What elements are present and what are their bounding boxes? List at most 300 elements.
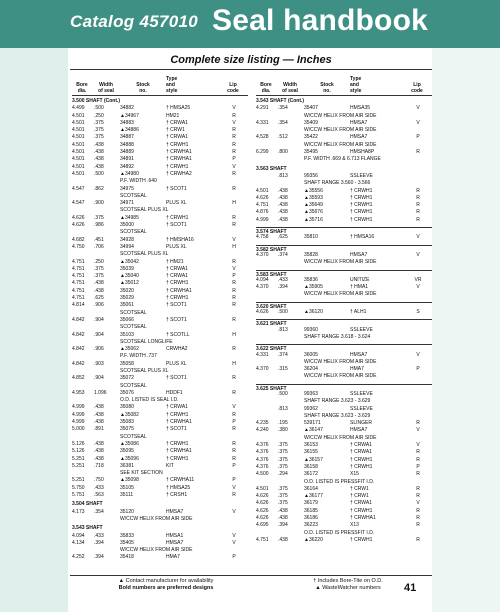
bore-dia: 4.499 bbox=[72, 105, 85, 112]
row-note: O.D. LISTED IS PRESSFIT I.D. bbox=[304, 478, 375, 485]
stock-no: 35095 bbox=[120, 448, 134, 455]
bore-dia: 4.626 bbox=[256, 194, 269, 201]
stock-no: 34889 bbox=[120, 149, 134, 156]
stock-no: ▲36147 bbox=[304, 427, 323, 434]
seal-width: .250 bbox=[94, 258, 104, 265]
lip-code: R bbox=[416, 471, 420, 478]
seal-row bbox=[72, 273, 248, 280]
seal-row bbox=[72, 463, 248, 470]
row-note: SEE KIT SECTION bbox=[120, 470, 163, 477]
stock-no: 34883 bbox=[120, 119, 134, 126]
row-note: SCOTSEAL bbox=[120, 309, 147, 316]
stock-no: 34887 bbox=[120, 134, 134, 141]
stock-no: 36185 bbox=[304, 507, 318, 514]
type-style: † CRWH1 bbox=[166, 141, 189, 148]
lip-code: V bbox=[232, 508, 236, 515]
stock-no: ▲36120 bbox=[304, 309, 323, 316]
seal-row bbox=[72, 105, 248, 112]
shaft-section-heading: 3.574 SHAFT bbox=[256, 227, 432, 234]
lip-code: P bbox=[416, 134, 420, 141]
col-lip-code: Lip code bbox=[227, 82, 239, 94]
shaft-section-heading: 3.504 SHAFT bbox=[72, 501, 103, 508]
type-style: † CRWH1 bbox=[166, 280, 189, 287]
seal-width: .438 bbox=[278, 187, 288, 194]
seal-width: .438 bbox=[94, 455, 104, 462]
lip-code: R bbox=[232, 346, 236, 353]
bore-dia: 5.251 bbox=[72, 455, 85, 462]
type-style: † CRWHA11 bbox=[166, 477, 195, 484]
shaft-section-heading: 3.500 SHAFT (Cont.) bbox=[72, 98, 121, 104]
bore-dia: 4.501 bbox=[72, 119, 85, 126]
bore-dia: 4.235 bbox=[256, 420, 269, 427]
seal-width: .500 bbox=[278, 309, 288, 316]
seal-width: .438 bbox=[94, 287, 104, 294]
seal-row bbox=[256, 120, 432, 127]
stock-no: 99360 bbox=[304, 326, 318, 333]
type-style: SSLEEVE bbox=[350, 405, 373, 412]
stock-no: 35495 bbox=[304, 149, 318, 156]
seal-width: .375 bbox=[94, 119, 104, 126]
seal-width: .375 bbox=[278, 449, 288, 456]
seal-width: .438 bbox=[94, 163, 104, 170]
seal-row bbox=[72, 295, 248, 302]
lip-code: R bbox=[232, 170, 236, 177]
lip-code: R bbox=[232, 440, 236, 447]
type-style: † SCOTLL bbox=[166, 331, 190, 338]
lip-code: V bbox=[232, 265, 236, 272]
shaft-section-heading: 3.582 SHAFT bbox=[256, 245, 432, 252]
shaft-section-heading: 3.563 SHAFT bbox=[256, 165, 287, 172]
seal-width: .438 bbox=[278, 209, 288, 216]
seal-width: .438 bbox=[278, 202, 288, 209]
seal-row bbox=[72, 441, 248, 448]
seal-width: .438 bbox=[278, 536, 288, 543]
seal-width: .438 bbox=[278, 216, 288, 223]
stock-no: 99362 bbox=[304, 405, 318, 412]
bore-dia: 4.751 bbox=[256, 536, 269, 543]
bore-dia: 4.370 bbox=[256, 284, 269, 291]
bore-dia: 4.999 bbox=[72, 404, 85, 411]
lip-code: R bbox=[416, 493, 420, 500]
stock-no: 36223 bbox=[304, 522, 318, 529]
lip-code: R bbox=[232, 280, 236, 287]
seal-row bbox=[72, 456, 248, 463]
bore-dia: 4.370 bbox=[256, 251, 269, 258]
type-style: PLUS XL bbox=[166, 243, 187, 250]
seal-row bbox=[72, 259, 248, 266]
bore-dia: 5.251 bbox=[72, 477, 85, 484]
seal-row bbox=[72, 485, 248, 492]
stock-no: ▲36177 bbox=[304, 493, 323, 500]
type-style: † CRWHA1 bbox=[166, 156, 192, 163]
bore-dia: 4.626 bbox=[256, 515, 269, 522]
seal-width: .903 bbox=[94, 360, 104, 367]
type-style: HMSA35 bbox=[350, 105, 371, 112]
seal-width: .433 bbox=[278, 276, 288, 283]
seal-row bbox=[256, 195, 432, 202]
bore-dia: 4.547 bbox=[72, 200, 85, 207]
stock-no: 35000 bbox=[120, 222, 134, 229]
stock-no: ▲35062 bbox=[120, 346, 139, 353]
lip-code: V bbox=[232, 119, 236, 126]
lip-code: V bbox=[232, 484, 236, 491]
stock-no: ▲35716 bbox=[304, 216, 323, 223]
bore-dia: 4.751 bbox=[256, 202, 269, 209]
type-style: † CRWHA1 bbox=[166, 287, 192, 294]
lip-code: H bbox=[232, 360, 236, 367]
seal-row bbox=[72, 533, 248, 540]
type-style: † SCOT1 bbox=[166, 302, 187, 309]
seal-width: .813 bbox=[278, 405, 288, 412]
shaft-section-heading: 3.543 SHAFT bbox=[72, 525, 103, 532]
row-note: SCOTSEAL bbox=[120, 324, 147, 331]
bore-dia: 5.251 bbox=[72, 462, 85, 469]
lip-code: V bbox=[416, 427, 420, 434]
catalog-number: Catalog 457010 bbox=[70, 12, 198, 31]
type-style: X13 bbox=[350, 522, 359, 529]
seal-width: .862 bbox=[94, 185, 104, 192]
left-margin-strip bbox=[0, 48, 68, 612]
stock-no: ▲34980 bbox=[120, 170, 139, 177]
footer-rule bbox=[70, 575, 432, 576]
lip-code: R bbox=[232, 389, 236, 396]
type-style: † CRWH1 bbox=[166, 455, 189, 462]
seal-width: .451 bbox=[94, 236, 104, 243]
seal-row bbox=[72, 492, 248, 499]
availability-note: ▲ Contact manufacturer for availability bbox=[118, 578, 214, 584]
stock-no: 34891 bbox=[120, 156, 134, 163]
type-style: † HMSA16 bbox=[350, 234, 375, 241]
bore-dia: 4.626 bbox=[256, 309, 269, 316]
row-note: SHAFT RANGE 3.618 - 3.624 bbox=[304, 333, 371, 340]
row-note: SCOTSEAL bbox=[120, 192, 147, 199]
stock-no: 34994 bbox=[120, 243, 134, 250]
lip-code: V bbox=[416, 105, 420, 112]
lip-code: V bbox=[416, 351, 420, 358]
lip-code: V bbox=[416, 284, 420, 291]
seal-width: .375 bbox=[94, 127, 104, 134]
seal-width: .500 bbox=[94, 105, 104, 112]
lip-code: R bbox=[232, 302, 236, 309]
bore-dia: 4.626 bbox=[256, 507, 269, 514]
bore-dia: 4.953 bbox=[72, 389, 85, 396]
seal-row bbox=[256, 149, 432, 156]
lip-code: R bbox=[232, 258, 236, 265]
seal-width: .625 bbox=[278, 234, 288, 241]
column-header bbox=[256, 72, 432, 96]
row-note: SCOTSEAL bbox=[120, 229, 147, 236]
type-style: HMA7 bbox=[350, 366, 364, 373]
left-listing-column bbox=[72, 72, 248, 562]
seal-row bbox=[72, 375, 248, 382]
stock-no: ▲34886 bbox=[120, 127, 139, 134]
bore-dia: 5.750 bbox=[72, 484, 85, 491]
type-style: † CRWA1 bbox=[166, 265, 188, 272]
seal-width: .354 bbox=[94, 508, 104, 515]
lip-code: H bbox=[232, 200, 236, 207]
col-bore-dia: Bore dia. bbox=[260, 82, 272, 94]
type-style: † CRWH1 bbox=[350, 202, 373, 209]
stock-no: ▲35012 bbox=[120, 280, 139, 287]
lip-code: P bbox=[232, 477, 236, 484]
seal-row bbox=[256, 449, 432, 456]
seal-width: .438 bbox=[94, 404, 104, 411]
seal-row bbox=[72, 288, 248, 295]
seal-width: .380 bbox=[278, 427, 288, 434]
type-style: X15 bbox=[350, 471, 359, 478]
col-width: Width of seal bbox=[98, 82, 114, 94]
type-style: † CRW1 bbox=[350, 493, 369, 500]
bore-dia: 4.842 bbox=[72, 331, 85, 338]
shaft-section-heading: 3.621 SHAFT bbox=[256, 319, 432, 326]
seal-width: .250 bbox=[94, 112, 104, 119]
stock-no: ▲34985 bbox=[120, 214, 139, 221]
bore-dia: 4.501 bbox=[72, 112, 85, 119]
stock-no: 34882 bbox=[120, 105, 134, 112]
seal-width: .500 bbox=[94, 170, 104, 177]
seal-width: .394 bbox=[94, 539, 104, 546]
shaft-section-heading: 3.620 SHAFT bbox=[256, 302, 432, 309]
seal-row bbox=[72, 412, 248, 419]
bore-dia: 4.501 bbox=[72, 163, 85, 170]
type-style: † ALH1 bbox=[350, 309, 367, 316]
seal-width: .375 bbox=[94, 265, 104, 272]
bore-dia: 4.376 bbox=[256, 449, 269, 456]
bore-dia: 4.094 bbox=[72, 532, 85, 539]
seal-width: .906 bbox=[94, 302, 104, 309]
bore-dia: 4.376 bbox=[256, 456, 269, 463]
seal-row bbox=[72, 186, 248, 193]
stock-no: 35422 bbox=[304, 134, 318, 141]
type-style: HMSA7 bbox=[350, 251, 368, 258]
type-style: HMSHA8P bbox=[350, 149, 375, 156]
seal-row bbox=[256, 420, 432, 427]
stock-no: 35111 bbox=[120, 492, 134, 499]
col-type-style: Type and style bbox=[350, 76, 362, 94]
stock-no: 35103 bbox=[120, 331, 134, 338]
lip-code: VR bbox=[414, 276, 422, 283]
row-note: W/CCW HELIX FROM AIR SIDE bbox=[304, 434, 377, 441]
type-style: CRWHA2 bbox=[166, 346, 188, 353]
bore-dia: 4.751 bbox=[72, 273, 85, 280]
lip-code: R bbox=[416, 420, 420, 427]
page-number: 41 bbox=[404, 582, 417, 594]
column-header bbox=[72, 72, 248, 96]
seal-row bbox=[72, 332, 248, 339]
stock-no: 35418 bbox=[120, 554, 134, 561]
bore-dia: 4.134 bbox=[72, 539, 85, 546]
stock-no: 35020 bbox=[120, 287, 134, 294]
seal-row bbox=[72, 317, 248, 324]
seal-width: .375 bbox=[94, 214, 104, 221]
stock-no: ▲35082 bbox=[120, 411, 139, 418]
type-style: † HMSA25 bbox=[166, 484, 191, 491]
bore-dia: 4.331 bbox=[256, 351, 269, 358]
type-style: HDDF1 bbox=[166, 389, 183, 396]
seal-width: .375 bbox=[94, 134, 104, 141]
seal-width: .904 bbox=[94, 375, 104, 382]
bore-dia: 4.501 bbox=[256, 485, 269, 492]
seal-row bbox=[256, 327, 432, 334]
type-style: † CRW1 bbox=[166, 127, 185, 134]
bore-dia: 4.626 bbox=[256, 493, 269, 500]
bore-dia: 5.751 bbox=[72, 492, 85, 499]
type-style: HM21 bbox=[166, 112, 180, 119]
lip-code: R bbox=[232, 411, 236, 418]
seal-row bbox=[72, 134, 248, 141]
stock-no: 35039 bbox=[120, 265, 134, 272]
seal-width: .374 bbox=[278, 251, 288, 258]
bore-dia: 4.252 bbox=[72, 554, 85, 561]
type-style: † CRWH1 bbox=[350, 456, 373, 463]
lip-code: V bbox=[232, 236, 236, 243]
seal-width: .438 bbox=[94, 280, 104, 287]
seal-width: .438 bbox=[278, 507, 288, 514]
col-stock-no: Stock no. bbox=[320, 82, 334, 94]
seal-row bbox=[72, 127, 248, 134]
type-style: † CRWH1 bbox=[166, 214, 189, 221]
lip-code: R bbox=[232, 375, 236, 382]
lip-code: R bbox=[232, 185, 236, 192]
bore-dia: 4.528 bbox=[256, 134, 269, 141]
seal-width: .375 bbox=[278, 456, 288, 463]
seal-row bbox=[256, 309, 432, 316]
lip-code: V bbox=[232, 105, 236, 112]
seal-width: .394 bbox=[278, 522, 288, 529]
type-style: SSLEEVE bbox=[350, 326, 373, 333]
seal-width: .375 bbox=[278, 442, 288, 449]
lip-code: R bbox=[232, 214, 236, 221]
seal-row bbox=[256, 493, 432, 500]
seal-row bbox=[72, 113, 248, 120]
type-style: HMSA7 bbox=[350, 119, 368, 126]
lip-code: R bbox=[416, 202, 420, 209]
bore-dia: 5.000 bbox=[72, 426, 85, 433]
lip-code: V bbox=[416, 251, 420, 258]
bore-dia: 4.751 bbox=[72, 280, 85, 287]
row-note: SHAFT RANGE 3.623 - 3.629 bbox=[304, 398, 371, 405]
lip-code: R bbox=[416, 522, 420, 529]
bore-dia: 4.852 bbox=[72, 375, 85, 382]
row-note: W/CCW HELIX FROM AIR SIDE bbox=[120, 547, 193, 554]
seal-row bbox=[72, 120, 248, 127]
lip-code: P bbox=[232, 273, 236, 280]
row-note: W/CCW HELIX FROM AIR SIDE bbox=[304, 373, 377, 380]
type-style: † HMSA25 bbox=[166, 105, 191, 112]
type-style: † SCOT1 bbox=[166, 316, 187, 323]
bore-dia: 4.501 bbox=[72, 141, 85, 148]
seal-width: .375 bbox=[278, 493, 288, 500]
type-style: † CRW1 bbox=[350, 485, 369, 492]
lip-code: R bbox=[416, 485, 420, 492]
lip-code: R bbox=[232, 455, 236, 462]
bore-dia: 4.999 bbox=[72, 419, 85, 426]
stock-no: 35072 bbox=[120, 375, 134, 382]
lip-code: S bbox=[416, 309, 420, 316]
right-margin-strip bbox=[432, 48, 500, 612]
bore-dia: 4.501 bbox=[72, 149, 85, 156]
seal-width: .375 bbox=[278, 500, 288, 507]
seal-row bbox=[256, 427, 432, 434]
footer-legend-right bbox=[288, 578, 408, 592]
seal-row bbox=[256, 105, 432, 112]
type-style: SSLEEVE bbox=[350, 390, 373, 397]
seal-width: .438 bbox=[94, 440, 104, 447]
bore-dia: 4.842 bbox=[72, 360, 85, 367]
footer-legend-left bbox=[96, 578, 236, 592]
seal-width: .512 bbox=[278, 134, 288, 141]
seal-row bbox=[72, 346, 248, 353]
stock-no: ▲35905 bbox=[304, 284, 323, 291]
seal-row bbox=[256, 471, 432, 478]
seal-width: .438 bbox=[94, 448, 104, 455]
seal-width: .375 bbox=[278, 485, 288, 492]
stock-no: 35407 bbox=[304, 105, 318, 112]
row-note: O.D. LISTED IS PRESSFIT I.D. bbox=[304, 529, 375, 536]
boretite-note: † Includes Bore-Tite on O.D. bbox=[313, 578, 383, 584]
seal-width: .438 bbox=[94, 419, 104, 426]
seal-width: .374 bbox=[278, 351, 288, 358]
seal-row bbox=[72, 244, 248, 251]
seal-row bbox=[72, 200, 248, 207]
stock-no: 35083 bbox=[120, 419, 134, 426]
seal-width: .438 bbox=[94, 156, 104, 163]
bore-dia: 4.695 bbox=[256, 522, 269, 529]
lip-code: V bbox=[416, 500, 420, 507]
stock-no: 99363 bbox=[304, 390, 318, 397]
seal-row bbox=[256, 515, 432, 522]
seal-width: .394 bbox=[278, 284, 288, 291]
seal-width: .433 bbox=[94, 532, 104, 539]
type-style: † SCOT1 bbox=[166, 185, 187, 192]
stock-no: 35066 bbox=[120, 316, 134, 323]
lip-code: R bbox=[416, 187, 420, 194]
bore-dia: 4.501 bbox=[72, 127, 85, 134]
stock-no: ▲35676 bbox=[304, 209, 323, 216]
type-style: † CRWH1 bbox=[166, 295, 189, 302]
stock-no: ▲35096 bbox=[120, 455, 139, 462]
type-style: † CRWH1 bbox=[166, 163, 189, 170]
bore-dia: 4.376 bbox=[256, 463, 269, 470]
type-style: † CRWHA1 bbox=[166, 419, 192, 426]
seal-row bbox=[256, 188, 432, 195]
lip-code: R bbox=[232, 492, 236, 499]
listing-subtitle: Complete size listing — Inches bbox=[170, 54, 332, 66]
bore-dia: 4.331 bbox=[256, 119, 269, 126]
seal-row bbox=[256, 537, 432, 544]
seal-row bbox=[72, 390, 248, 397]
row-note: SHAFT RANGE 3.623 - 3.629 bbox=[304, 412, 371, 419]
stock-no: 35105 bbox=[120, 484, 134, 491]
stock-no: ▲36157 bbox=[304, 456, 323, 463]
lip-code: R bbox=[416, 449, 420, 456]
stock-no: 35029 bbox=[120, 295, 134, 302]
lip-code: P bbox=[416, 366, 420, 373]
type-style: † CRWA1 bbox=[166, 273, 188, 280]
stock-no: 36005 bbox=[304, 351, 318, 358]
preferred-note: Bold numbers are preferred designs bbox=[118, 585, 214, 591]
bore-dia: 4.751 bbox=[72, 258, 85, 265]
stock-no: 36155 bbox=[304, 449, 318, 456]
seal-width: .433 bbox=[94, 484, 104, 491]
bore-dia: 4.501 bbox=[72, 134, 85, 141]
seal-row bbox=[72, 164, 248, 171]
col-stock-no: Stock no. bbox=[136, 82, 150, 94]
stock-no: 35833 bbox=[120, 532, 134, 539]
type-style: † CRWA1 bbox=[166, 134, 188, 141]
type-style: PLUS XL bbox=[166, 360, 187, 367]
stock-no: ▲34967 bbox=[120, 112, 139, 119]
